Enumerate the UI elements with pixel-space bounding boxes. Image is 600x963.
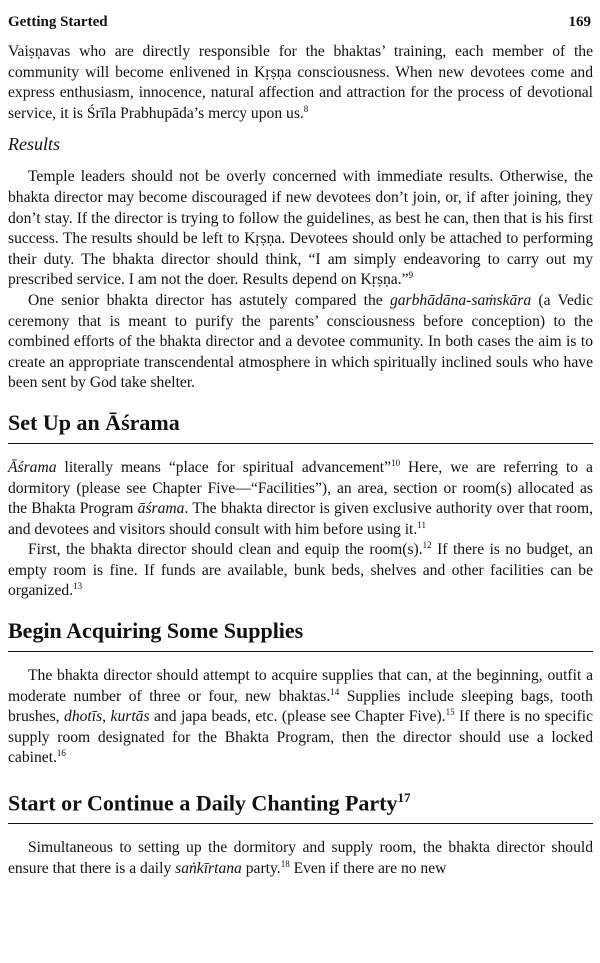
footnote-ref: 9: [408, 270, 414, 281]
subheading-results: Results: [8, 134, 60, 155]
footnote-ref: 11: [417, 519, 426, 530]
footnote-ref: 12: [422, 540, 432, 551]
paragraph-results: Temple leaders should not be overly concerned with immediate results. Otherwise, the bhakta director may become discouraged if new devotees don’t join, or, if after joining, they don’t stay. If the director is trying to follow the guidelines, as best he can, then that is his first success. The results should be left to Kṛṣṇa. Devotees should only be attached to performing their duty. The bhakta director should think, “I am simply endeavoring to carry out my prescribed service. I am not the doer. Results depend on Kṛṣṇa.”$^9$: [8, 168, 593, 289]
footnote-ref: 10: [391, 457, 401, 468]
footnote-ref: 13: [73, 581, 83, 592]
book-page: [8, 14, 593, 880]
paragraph-intro: Vaiṣṇavas who are directly responsible for the bhaktas’ training, each member of the community will become enlivened in Kṛṣṇa consciousness. When new devotees come and express enthusiasm, innocence, natural affection and attraction for the process of devotional service, it is Śrīla Prabhupāda’s mercy upon us.$^8$: [8, 43, 593, 122]
section-heading-supplies: Begin Acquiring Some Supplies: [8, 618, 593, 652]
footnote-ref: 14: [330, 686, 340, 697]
running-head-title: Getting Started: [8, 14, 108, 30]
footnote-ref: 16: [56, 748, 66, 759]
section-heading-asrama: Set Up an Āśrama: [8, 410, 593, 444]
footnote-ref: 8: [303, 103, 309, 114]
paragraph-chanting: Simultaneous to setting up the dormitory and supply room, the bhakta director should ensure that there is a daily saṅkīrtana party.$^{18}$ Even if there are no new: [8, 839, 593, 877]
footnote-ref: 15: [445, 707, 455, 718]
paragraph-asrama: Āśrama literally means “place for spiritual advancement”$^{10}$ Here, we are referring to a dormitory (please see Chapter Five—“Facilities”), an area, section or room(s) allocated as the Bhakta Program āśrama. The bhakta director is given exclusive authority over that room, and devotees and visitors should consult with him before using it.$^{11}$: [8, 457, 593, 538]
section-heading-chanting: Start or Continue a Daily Chanting Party$^{17}$: [8, 785, 593, 824]
paragraph-first: First, the bhakta director should clean and equip the room(s).$^{12}$ If there is no budget, an empty room is fine. If funds are available, bunk beds, shelves and other facilities can be organized.$^{13}$: [8, 540, 593, 600]
running-head: [8, 14, 593, 42]
paragraph-senior-director: One senior bhakta director has astutely compared the garbhādāna-saṁskāra (a Vedic ceremony that is meant to purify the parents’ consciousness before conception) to the combined efforts of the bhakta director and a devotee community. In both cases the aim is to create an appropriate transcendental atmosphere in which spiritually inclined souls who have been sent by God take shelter.: [8, 291, 593, 392]
paragraph-supplies: The bhakta director should attempt to acquire supplies that can, at the beginning, outfit a moderate number of three or four, new bhaktas.$^{14}$ Supplies include sleeping bags, tooth brushes, dhotīs, kurtās and japa beads, etc. (please see Chapter Five).$^{15}$ If there is no specific supply room designated for the Bhakta Program, then the director should use a locked cabinet.$^{16}$: [8, 667, 594, 767]
page-number: 169: [568, 14, 591, 30]
footnote-ref: 17: [397, 790, 411, 806]
footnote-ref: 18: [280, 858, 290, 869]
